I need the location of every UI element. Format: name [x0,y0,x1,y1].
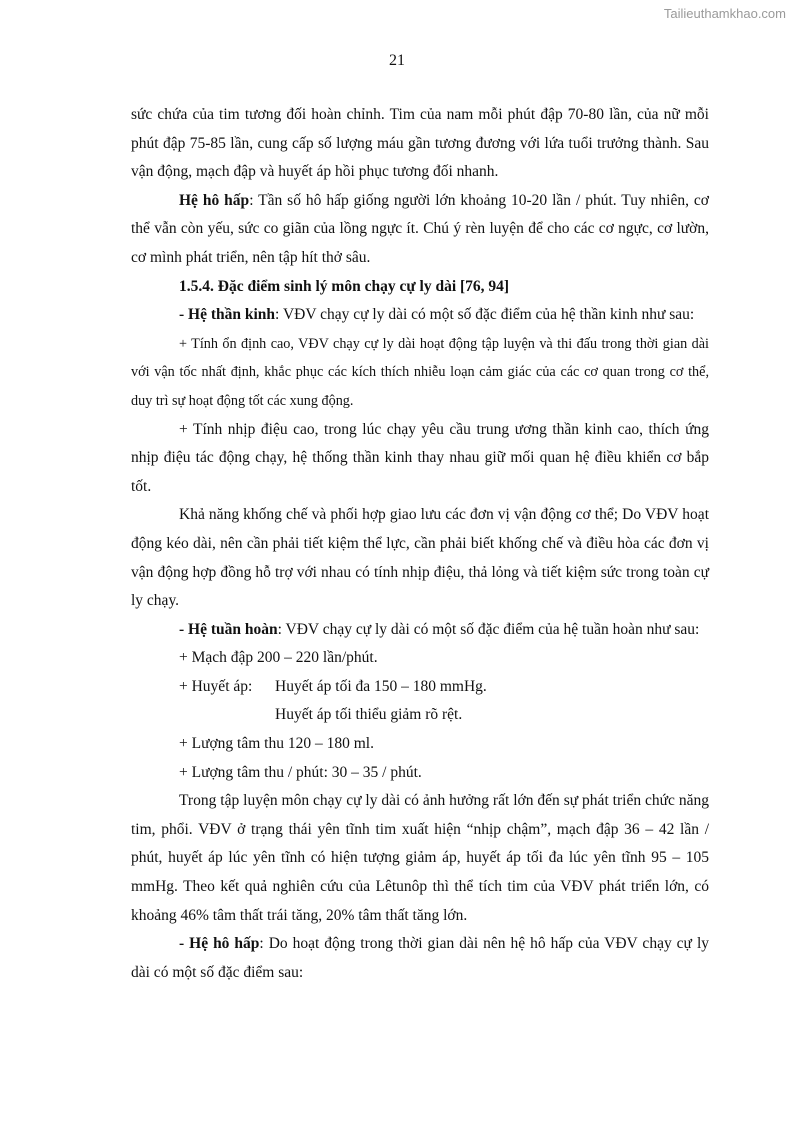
paragraph-heart-capacity: sức chứa của tim tương đối hoàn chỉnh. Tim của nam mỗi phút đập 70-80 lần, của nữ mỗi phút đập 75-85 lần, cung cấp số lượng máu gần tương đương với lứa tuổi trưởng thành. Sau vận động, mạch đập và huyết áp hồi phục tương đối nhanh. [131,106,709,181]
respiratory-label: Hệ hô hấp [179,191,250,209]
respiratory-text: : Tần số hô hấp giống người lớn khoảng 10-20 lần / phút. Tuy nhiên, cơ thể vẫn còn yếu, sức co giãn của lồng ngực ít. Chú ý rèn luyện để cho các cơ ngực, cơ lườn, cơ mình phát triển, nên tập hít thở sâu. [131,191,709,266]
blood-pressure-label: + Huyết áp: [179,677,253,695]
respiratory-system-label: - Hệ hô hấp [179,935,260,953]
blood-pressure-max: Huyết áp tối đa 150 – 180 mmHg. [275,677,487,695]
circulatory-system-label: - Hệ tuần hoàn [179,620,278,638]
list-item-pulse: + Mạch đập 200 – 220 lần/phút. [179,649,378,667]
paragraph-circulatory-system [131,616,709,645]
section-heading: 1.5.4. Đặc điểm sinh lý môn chạy cự ly dài [76, 94] [179,277,510,295]
blood-pressure-min: Huyết áp tối thiểu giảm rõ rệt. [275,706,463,724]
list-item-stroke-volume: + Lượng tâm thu 120 – 180 ml. [179,735,374,753]
nervous-system-label: - Hệ thần kinh [179,306,276,324]
nervous-system-text: : VĐV chạy cự ly dài có một số đặc điểm của hệ thần kinh như sau: [275,306,695,324]
paragraph-respiratory-youth [131,187,709,273]
paragraph-motor-control: Khả năng khống chế và phối hợp giao lưu các đơn vị vận động cơ thể; Do VĐV hoạt động kéo dài, nên cần phải tiết kiệm thể lực, cần phải biết khống chế và điều hòa các đơn vị vận động hợp đồng hỗ trợ với nhau có tính nhịp điệu, thả lỏng và tiết kiệm sức trong toàn cự ly chạy. [131,506,709,610]
list-item-blood-pressure [131,673,709,702]
document-body [131,101,709,987]
paragraph-rhythm: + Tính nhịp điệu cao, trong lúc chạy yêu cầu trung ương thần kinh cao, thích ứng nhịp điệu tác động chạy, hệ thống thần kinh thay nhau giữ mối quan hệ điều khiển cơ bắp tốt. [131,420,709,495]
page-number: 21 [389,52,405,69]
watermark: Tailieuthamkhao.com [663,6,786,21]
circulatory-system-text: : VĐV chạy cự ly dài có một số đặc điểm của hệ tuần hoàn như sau: [277,620,700,638]
paragraph-nervous-system [131,301,709,330]
respiratory-system-text: : Do hoạt động trong thời gian dài nên hệ hô hấp của VĐV chạy cự ly dài có một số đặc điểm sau: [131,935,709,981]
paragraph-respiratory-system [131,930,709,987]
list-item-stroke-per-minute: + Lượng tâm thu / phút: 30 – 35 / phút. [179,763,422,781]
paragraph-training-effects: Trong tập luyện môn chạy cự ly dài có ảnh hưởng rất lớn đến sự phát triển chức năng tim, phổi. VĐV ở trạng thái yên tĩnh tim xuất hiện “nhịp chậm”, mạch đập 36 – 42 lần / phút, huyết áp lúc yên tĩnh có hiện tượng giảm áp, huyết áp tối đa lúc yên tĩnh 95 – 105 mmHg. Theo kết quả nghiên cứu của Lêtunôp thì thể tích tim của VĐV phát triển lớn, có khoảng 46% tâm thất trái tăng, 20% tâm thất tăng lớn. [131,792,709,924]
paragraph-stability: + Tính ổn định cao, VĐV chạy cự ly dài hoạt động tập luyện và thi đấu trong thời gian dài với vận tốc nhất định, khắc phục các kích thích nhiễu loạn cảm giác của các cơ quan trong cơ thể, duy trì sự hoạt động tốt các xung động. [131,335,709,409]
